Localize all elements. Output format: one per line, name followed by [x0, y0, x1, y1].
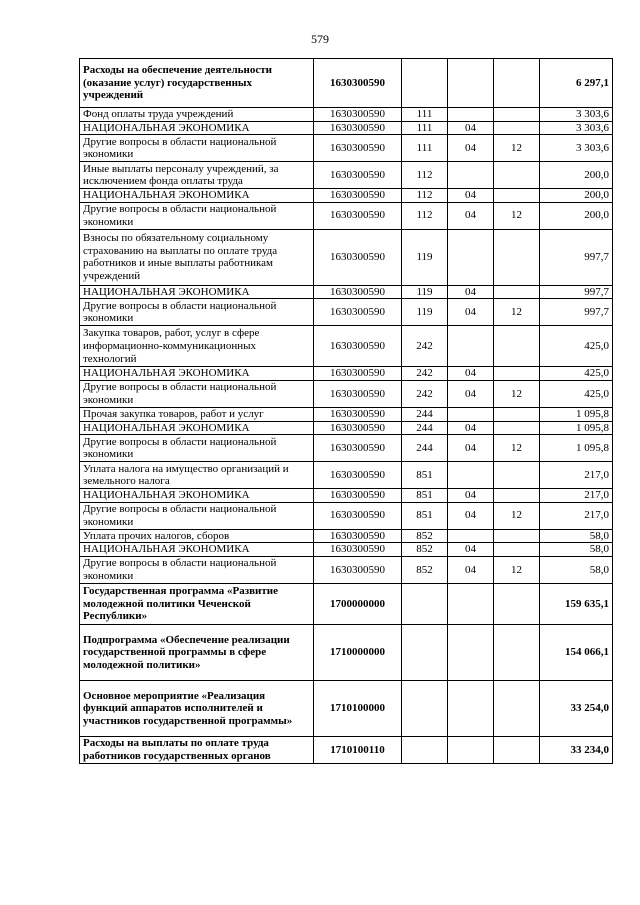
- cell-name: Расходы на выплаты по оплате труда работников государственных органов: [80, 736, 314, 763]
- cell-name: Фонд оплаты труда учреждений: [80, 108, 314, 122]
- cell-target-code: 1630300590: [314, 162, 402, 189]
- cell-amount: 154 066,1: [540, 624, 613, 680]
- cell-amount: 425,0: [540, 380, 613, 407]
- cell-expense-type: 242: [402, 380, 448, 407]
- table-row: [80, 529, 613, 543]
- cell-expense-type: [402, 59, 448, 108]
- cell-amount: 1 095,8: [540, 407, 613, 421]
- cell-section: [448, 583, 494, 624]
- table-row: [80, 285, 613, 299]
- cell-amount: 3 303,6: [540, 135, 613, 162]
- cell-section: [448, 680, 494, 736]
- table-row: [80, 299, 613, 326]
- cell-target-code: 1630300590: [314, 202, 402, 229]
- cell-subsection: [494, 624, 540, 680]
- cell-section: 04: [448, 380, 494, 407]
- table-row: [80, 229, 613, 285]
- cell-section: 04: [448, 421, 494, 435]
- cell-section: 04: [448, 299, 494, 326]
- cell-target-code: 1630300590: [314, 367, 402, 381]
- cell-target-code: 1630300590: [314, 189, 402, 203]
- cell-expense-type: 112: [402, 189, 448, 203]
- cell-subsection: [494, 583, 540, 624]
- cell-amount: 3 303,6: [540, 108, 613, 122]
- cell-section: 04: [448, 135, 494, 162]
- cell-expense-type: 851: [402, 462, 448, 489]
- cell-name: Закупка товаров, работ, услуг в сфере информационно-коммуникационных технологий: [80, 326, 314, 367]
- cell-subsection: 12: [494, 556, 540, 583]
- cell-amount: 217,0: [540, 462, 613, 489]
- cell-amount: 1 095,8: [540, 435, 613, 462]
- table-row: [80, 121, 613, 135]
- cell-amount: 200,0: [540, 202, 613, 229]
- cell-amount: 6 297,1: [540, 59, 613, 108]
- cell-expense-type: 244: [402, 421, 448, 435]
- table-row: [80, 435, 613, 462]
- cell-name: Расходы на обеспечение деятельности (оказание услуг) государственных учреждений: [80, 59, 314, 108]
- cell-name: Уплата налога на имущество организаций и земельного налога: [80, 462, 314, 489]
- cell-subsection: [494, 189, 540, 203]
- cell-section: 04: [448, 121, 494, 135]
- cell-target-code: 1630300590: [314, 121, 402, 135]
- cell-name: Другие вопросы в области национальной экономики: [80, 380, 314, 407]
- cell-amount: 997,7: [540, 299, 613, 326]
- cell-target-code: 1630300590: [314, 135, 402, 162]
- table-row: [80, 556, 613, 583]
- cell-amount: 1 095,8: [540, 421, 613, 435]
- cell-section: 04: [448, 189, 494, 203]
- cell-section: [448, 407, 494, 421]
- table-row: [80, 624, 613, 680]
- cell-subsection: [494, 407, 540, 421]
- cell-subsection: [494, 59, 540, 108]
- cell-subsection: 12: [494, 299, 540, 326]
- cell-subsection: [494, 489, 540, 503]
- cell-expense-type: 111: [402, 135, 448, 162]
- cell-expense-type: 242: [402, 367, 448, 381]
- cell-subsection: [494, 421, 540, 435]
- cell-amount: 200,0: [540, 189, 613, 203]
- cell-subsection: [494, 543, 540, 557]
- table-row: [80, 421, 613, 435]
- cell-target-code: 1700000000: [314, 583, 402, 624]
- cell-name: Взносы по обязательному социальному страхованию на выплаты по оплате труда работников и иные выплаты работникам учреждений: [80, 229, 314, 285]
- table-row: [80, 135, 613, 162]
- cell-subsection: [494, 285, 540, 299]
- cell-section: 04: [448, 489, 494, 503]
- cell-subsection: [494, 162, 540, 189]
- cell-name: НАЦИОНАЛЬНАЯ ЭКОНОМИКА: [80, 367, 314, 381]
- cell-subsection: 12: [494, 380, 540, 407]
- table-row: [80, 162, 613, 189]
- cell-target-code: 1630300590: [314, 108, 402, 122]
- cell-name: Другие вопросы в области национальной экономики: [80, 556, 314, 583]
- cell-target-code: 1630300590: [314, 285, 402, 299]
- cell-subsection: [494, 462, 540, 489]
- cell-target-code: 1710100110: [314, 736, 402, 763]
- cell-target-code: 1630300590: [314, 502, 402, 529]
- cell-name: Иные выплаты персоналу учреждений, за исключением фонда оплаты труда: [80, 162, 314, 189]
- cell-expense-type: 242: [402, 326, 448, 367]
- cell-expense-type: 244: [402, 435, 448, 462]
- cell-name: НАЦИОНАЛЬНАЯ ЭКОНОМИКА: [80, 421, 314, 435]
- cell-section: [448, 529, 494, 543]
- cell-name: Другие вопросы в области национальной экономики: [80, 435, 314, 462]
- table-row: [80, 583, 613, 624]
- cell-section: [448, 229, 494, 285]
- cell-expense-type: 852: [402, 529, 448, 543]
- cell-subsection: 12: [494, 435, 540, 462]
- cell-section: 04: [448, 502, 494, 529]
- cell-amount: 425,0: [540, 367, 613, 381]
- cell-section: 04: [448, 285, 494, 299]
- cell-amount: 200,0: [540, 162, 613, 189]
- cell-subsection: [494, 121, 540, 135]
- cell-expense-type: 119: [402, 229, 448, 285]
- cell-name: НАЦИОНАЛЬНАЯ ЭКОНОМИКА: [80, 189, 314, 203]
- table-row: [80, 326, 613, 367]
- table-row: [80, 367, 613, 381]
- cell-name: Основное мероприятие «Реализация функций аппаратов исполнителей и участников государственной программы»: [80, 680, 314, 736]
- cell-expense-type: 112: [402, 202, 448, 229]
- table-row: [80, 736, 613, 763]
- table-body: [80, 59, 613, 764]
- cell-expense-type: 851: [402, 489, 448, 503]
- cell-target-code: 1630300590: [314, 421, 402, 435]
- cell-name: Другие вопросы в области национальной экономики: [80, 502, 314, 529]
- cell-expense-type: 111: [402, 108, 448, 122]
- cell-expense-type: [402, 736, 448, 763]
- table-row: [80, 108, 613, 122]
- cell-section: [448, 59, 494, 108]
- cell-expense-type: 852: [402, 556, 448, 583]
- cell-expense-type: 244: [402, 407, 448, 421]
- table-row: [80, 543, 613, 557]
- cell-expense-type: 851: [402, 502, 448, 529]
- cell-name: Государственная программа «Развитие молодежной политики Чеченской Республики»: [80, 583, 314, 624]
- cell-section: [448, 736, 494, 763]
- table-row: [80, 680, 613, 736]
- cell-target-code: 1630300590: [314, 407, 402, 421]
- cell-amount: 33 234,0: [540, 736, 613, 763]
- cell-target-code: 1630300590: [314, 59, 402, 108]
- cell-target-code: 1630300590: [314, 529, 402, 543]
- cell-amount: 217,0: [540, 502, 613, 529]
- cell-subsection: 12: [494, 135, 540, 162]
- table-row: [80, 59, 613, 108]
- cell-name: НАЦИОНАЛЬНАЯ ЭКОНОМИКА: [80, 489, 314, 503]
- cell-expense-type: 119: [402, 285, 448, 299]
- cell-name: НАЦИОНАЛЬНАЯ ЭКОНОМИКА: [80, 121, 314, 135]
- cell-amount: 997,7: [540, 285, 613, 299]
- cell-amount: 3 303,6: [540, 121, 613, 135]
- cell-target-code: 1630300590: [314, 229, 402, 285]
- cell-section: 04: [448, 367, 494, 381]
- cell-section: [448, 108, 494, 122]
- cell-name: Другие вопросы в области национальной экономики: [80, 299, 314, 326]
- cell-section: [448, 326, 494, 367]
- cell-name: Другие вопросы в области национальной экономики: [80, 202, 314, 229]
- cell-subsection: [494, 108, 540, 122]
- cell-subsection: [494, 229, 540, 285]
- cell-subsection: [494, 326, 540, 367]
- cell-target-code: 1630300590: [314, 435, 402, 462]
- cell-target-code: 1630300590: [314, 462, 402, 489]
- cell-subsection: [494, 736, 540, 763]
- table-row: [80, 489, 613, 503]
- page-number: 579: [311, 32, 329, 46]
- cell-target-code: 1630300590: [314, 326, 402, 367]
- cell-subsection: 12: [494, 502, 540, 529]
- cell-target-code: 1630300590: [314, 556, 402, 583]
- cell-section: [448, 162, 494, 189]
- cell-amount: 217,0: [540, 489, 613, 503]
- cell-name: НАЦИОНАЛЬНАЯ ЭКОНОМИКА: [80, 285, 314, 299]
- cell-section: 04: [448, 435, 494, 462]
- cell-amount: 58,0: [540, 529, 613, 543]
- cell-target-code: 1710100000: [314, 680, 402, 736]
- cell-amount: 997,7: [540, 229, 613, 285]
- cell-expense-type: [402, 624, 448, 680]
- cell-expense-type: [402, 583, 448, 624]
- cell-expense-type: 111: [402, 121, 448, 135]
- cell-target-code: 1630300590: [314, 543, 402, 557]
- table-row: [80, 462, 613, 489]
- cell-section: 04: [448, 543, 494, 557]
- table-row: [80, 202, 613, 229]
- cell-amount: 159 635,1: [540, 583, 613, 624]
- cell-amount: 58,0: [540, 556, 613, 583]
- cell-section: 04: [448, 556, 494, 583]
- cell-subsection: [494, 367, 540, 381]
- cell-subsection: 12: [494, 202, 540, 229]
- cell-expense-type: 119: [402, 299, 448, 326]
- table-row: [80, 502, 613, 529]
- cell-expense-type: 112: [402, 162, 448, 189]
- table-row: [80, 189, 613, 203]
- cell-name: Уплата прочих налогов, сборов: [80, 529, 314, 543]
- cell-target-code: 1710000000: [314, 624, 402, 680]
- cell-name: Прочая закупка товаров, работ и услуг: [80, 407, 314, 421]
- cell-name: Другие вопросы в области национальной экономики: [80, 135, 314, 162]
- cell-section: [448, 624, 494, 680]
- cell-target-code: 1630300590: [314, 380, 402, 407]
- cell-section: 04: [448, 202, 494, 229]
- cell-section: [448, 462, 494, 489]
- cell-name: Подпрограмма «Обеспечение реализации государственной программы в сфере молодежной политики»: [80, 624, 314, 680]
- cell-subsection: [494, 680, 540, 736]
- cell-name: НАЦИОНАЛЬНАЯ ЭКОНОМИКА: [80, 543, 314, 557]
- cell-target-code: 1630300590: [314, 489, 402, 503]
- cell-expense-type: 852: [402, 543, 448, 557]
- cell-expense-type: [402, 680, 448, 736]
- cell-subsection: [494, 529, 540, 543]
- cell-target-code: 1630300590: [314, 299, 402, 326]
- table-row: [80, 380, 613, 407]
- cell-amount: 58,0: [540, 543, 613, 557]
- table-row: [80, 407, 613, 421]
- budget-table: [79, 58, 613, 764]
- cell-amount: 425,0: [540, 326, 613, 367]
- cell-amount: 33 254,0: [540, 680, 613, 736]
